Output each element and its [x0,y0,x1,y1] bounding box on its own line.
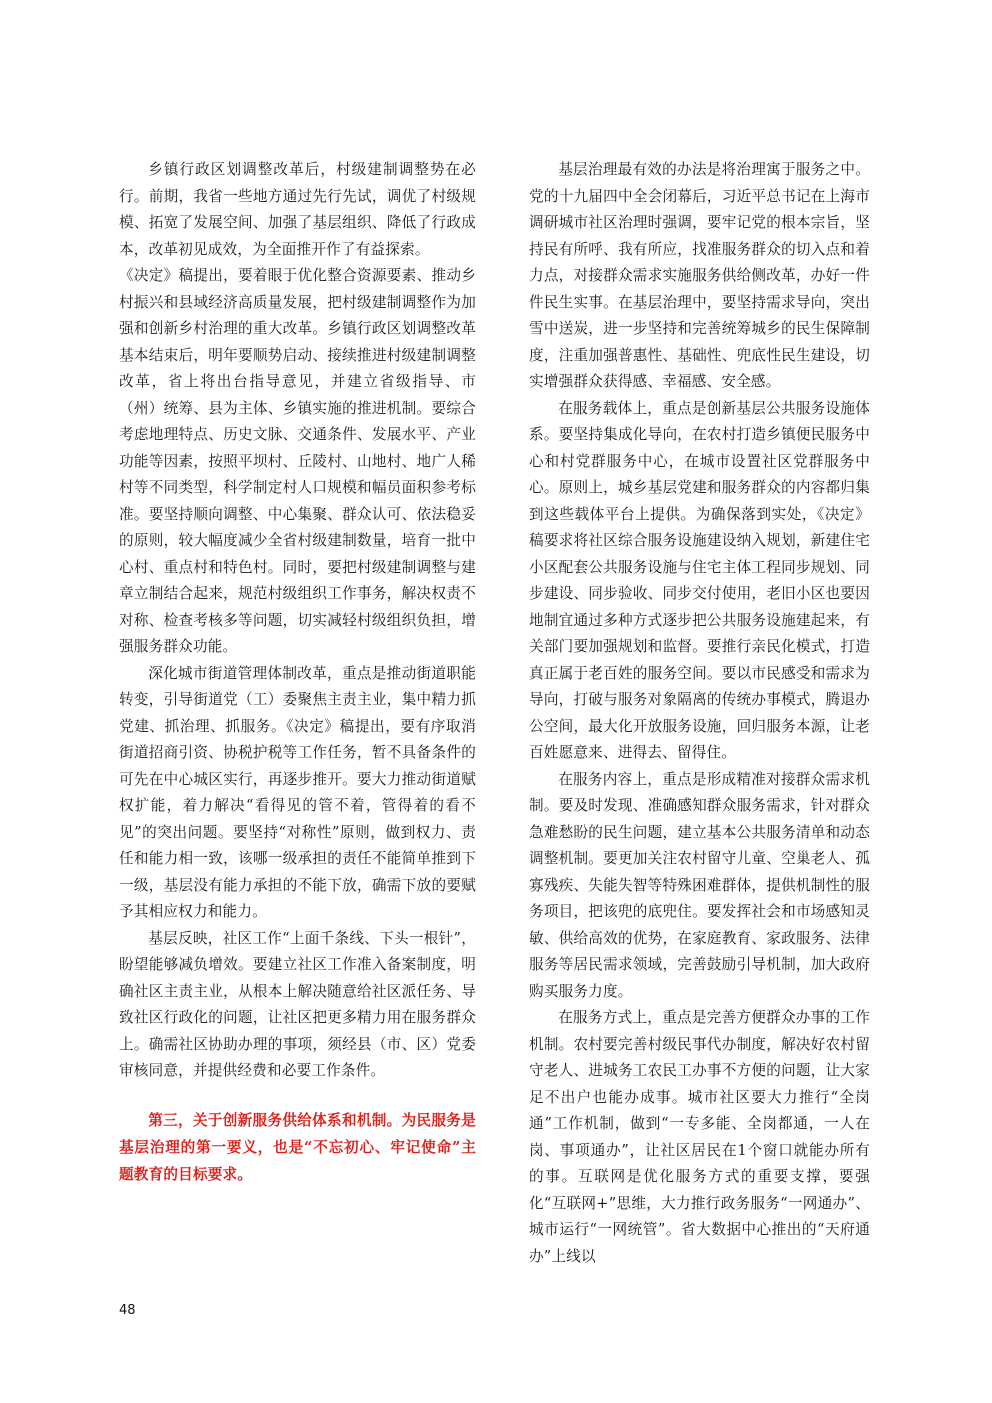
paragraph-service-content: 在服务内容上，重点是形成精准对接群众需求机制。要及时发现、准确感知群众服务需求，针对群众急难愁盼的民生问题，建立基本公共服务清单和动态调整机制。要更加关注农村留守儿童、空巢老人、孤寡残疾、失能失智等特殊困难群体，提供机制性的服务项目，把该兜的底兜住。要发挥社会和市场感知灵敏、供给高效的优势，在家庭教育、家政服务、法律服务等居民需求领域，完善鼓励引导机制，加大政府购买服务力度。 [529,770,870,1000]
paragraph-governance-through-service: 基层治理最有效的办法是将治理寓于服务之中。党的十九届四中全会闭幕后，习近平总书记在上海市调研城市社区治理时强调，要牢记党的根本宗旨，坚持民有所呼、我有所应，找准服务群众的切入点和着力点，对接群众需求实施服务供给侧改革，办好一件件民生实事。在基层治理中，要坚持需求导向，突出雪中送炭，进一步坚持和完善统筹城乡的民生保障制度，注重加强普惠性、基础性、兜底性民生建设，切实增强群众获得感、幸福感、安全感。 [529,161,870,390]
section-heading-service-supply: 第三，关于创新服务供给体系和机制。为民服务是基层治理的第一要义，也是“不忘初心、牢记使命”主题教育的目标要求。 [119,1111,476,1183]
left-column [119,157,476,1188]
paragraph-street-management-reform: 深化城市街道管理体制改革，重点是推动街道职能转变，引导街道党（工）委聚焦主责主业，集中精力抓党建、抓治理、抓服务。《决定》稿提出，要有序取消街道招商引资、协税护税等工作任务，暂不具备条件的可先在中心城区实行，再逐步推开。要大力推动街道赋权扩能，着力解决“看得见的管不着，管得着的看不见”的突出问题。要坚持“对称性”原则，做到权力、责任和能力相一致，该哪一级承担的责任不能简单推到下一级，基层没有能力承担的不能下放，确需下放的要赋予其相应权力和能力。 [119,664,476,920]
paragraph-service-carrier: 在服务载体上，重点是创新基层公共服务设施体系。要坚持集成化导向，在农村打造乡镇便民服务中心和村党群服务中心，在城市设置社区党群服务中心。原则上，城乡基层党建和服务群众的内容都归集到这些载体平台上提供。为确保落到实处，《决定》稿要求将社区综合服务设施建设纳入规划，新建住宅小区配套公共服务设施与住宅主体工程同步规划、同步建设、同步验收、同步交付使用，老旧小区也要因地制宜通过多种方式逐步把公共服务设施建起来，有关部门要加强规划和监督。要推行亲民化模式，打造真正属于老百姓的服务空间。要以市民感受和需求为导向，打破与服务对象隔离的传统办事模式，腾退办公空间，最大化开放服务设施，回归服务本源，让老百姓愿意来、进得去、留得住。 [529,399,870,761]
page-number: 48 [119,1303,136,1318]
paragraph-rural-adjustment-intro: 乡镇行政区划调整改革后，村级建制调整势在必行。前期，我省一些地方通过先行先试，调优了村级规模、拓宽了发展空间、加强了基层组织、降低了行政成本，改革初见成效，为全面推开作了有益探索。 [119,161,476,258]
right-column [529,157,870,1270]
paragraph-service-method: 在服务方式上，重点是完善方便群众办事的工作机制。农村要完善村级民事代办制度，解决好农村留守老人、进城务工农民工办事不方便的问题，让大家足不出户也能办成事。城市社区要大力推行“全岗通”工作机制，做到“一专多能、全岗都通，一人在岗、事项通办”，让社区居民在1个窗口就能办所有的事。互联网是优化服务方式的重要支撑，要强化“互联网+”思维，大力推行政务服务“一网通办”、城市运行“一网统管”。省大数据中心推出的“天府通办”上线以 [529,1009,870,1265]
paragraph-community-burden: 基层反映，社区工作“上面千条线、下头一根针”，盼望能够减负增效。要建立社区工作准入备案制度，明确社区主责主业，从根本上解决随意给社区派任务、导致社区行政化的问题，让社区把更多精力用在服务群众上。确需社区协助办理的事项，须经县（市、区）党委审核同意，并提供经费和必要工作条件。 [119,929,476,1079]
paragraph-decision-village-reform: 《决定》稿提出，要着眼于优化整合资源要素、推动乡村振兴和县域经济高质量发展，把村级建制调整作为加强和创新乡村治理的重大改革。乡镇行政区划调整改革基本结束后，明年要顺势启动、接续推进村级建制调整改革，省上将出台指导意见，并建立省级指导、市（州）统筹、县为主体、乡镇实施的推进机制。要综合考虑地理特点、历史文脉、交通条件、发展水平、产业功能等因素，按照平坝村、丘陵村、山地村、地广人稀村等不同类型，科学制定村人口规模和幅员面积参考标准。要坚持顺向调整、中心集聚、群众认可、依法稳妥的原则，较大幅度减少全省村级建制数量，培育一批中心村、重点村和特色村。同时，要把村级建制调整与建章立制结合起来，规范村级组织工作事务，解决权责不对称、检查考核多等问题，切实减轻村级组织负担，增强服务群众功能。 [119,267,476,655]
